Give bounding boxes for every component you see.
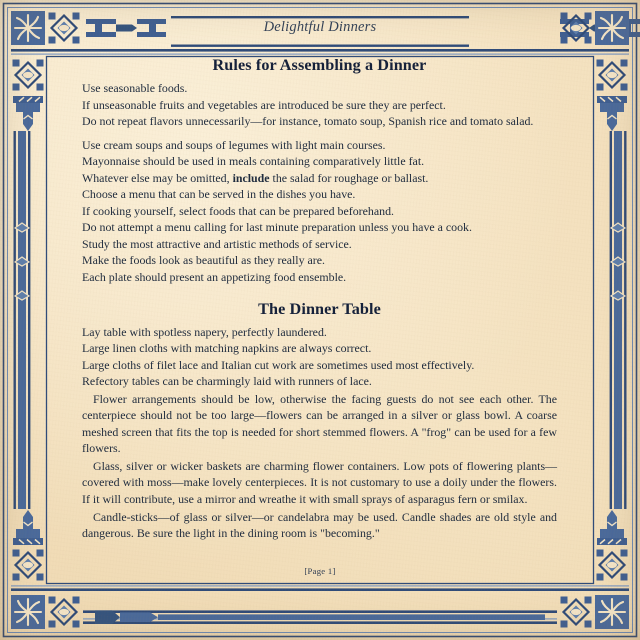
rule-line-emphasized — [82, 170, 557, 187]
page-number: [Page 1] — [304, 566, 336, 576]
table-line: Lay table with spotless napery, perfectly laundered. — [82, 324, 327, 339]
border-left — [11, 58, 45, 582]
section-heading-rules: Rules for Assembling a Dinner — [212, 56, 427, 74]
body-paragraph: Candle-sticks—of glass or silver—or candelabra may be used. Candle shades are old style and dangerous. Be sure the light in the dining room is "becoming." — [82, 509, 557, 541]
rule-line: Choose a menu that can be served in the dishes you have. — [82, 187, 356, 202]
emphasis-bold: include — [232, 170, 270, 185]
rule-line: Make the foods look as beautiful as they really are. — [82, 253, 326, 268]
border-right — [595, 58, 629, 582]
rule-line: If cooking yourself, select foods that can be prepared beforehand. — [82, 203, 395, 218]
rule-line: Use seasonable foods. — [82, 81, 188, 95]
rule-line: Mayonnaise should be used in meals containing comparatively little fat. — [82, 154, 425, 169]
section-heading-dinner-table: The Dinner Table — [258, 299, 381, 318]
emphasis-before: Whatever else may be omitted, — [82, 170, 233, 185]
running-head: Delightful Dinners — [263, 19, 377, 35]
rule-line: Do not attempt a menu calling for last minute preparation unless you have a cook. — [82, 220, 472, 235]
rule-line: Use cream soups and soups of legumes with light main courses. — [82, 137, 386, 152]
rule-line: Each plate should present an appetizing food ensemble. — [82, 270, 347, 285]
body-paragraph: Flower arrangements should be low, otherwise the facing guests do not see each other. The centerpiece should not be too large—flowers can be arranged in a silver or glass bowl. A coarse meshed screen that fits the top is needed for short stemmed flowers. A "frog" can be used for a few flowers. — [82, 391, 557, 456]
emphasis-after: the salad for roughage or ballast. — [269, 170, 429, 185]
table-line: Large cloths of filet lace and Italian cut work are sometimes used most effectively. — [82, 357, 475, 372]
rule-line: If unseasonable fruits and vegetables are introduced be sure they are perfect. — [82, 97, 446, 112]
border-bottom — [11, 585, 629, 629]
rule-line: Study the most attractive and artistic methods of service. — [82, 236, 352, 251]
page-content — [82, 56, 557, 576]
rule-line: Do not repeat flavors unnecessarily—for instance, tomato soup, Spanish rice and tomato salad. — [82, 114, 534, 129]
table-line: Refectory tables can be charmingly laid with runners of lace. — [82, 374, 372, 389]
table-line: Large linen cloths with matching napkins are always correct. — [82, 341, 372, 356]
body-paragraph: Glass, silver or wicker baskets are charming flower containers. Low pots of flowering plants—covered with moss—make lovely centerpieces. It is not customary to use a doily under the flowers. If it will contribute, use a mirror and wreathe it with small sprays of asparagus fern or smilax. — [82, 458, 557, 507]
